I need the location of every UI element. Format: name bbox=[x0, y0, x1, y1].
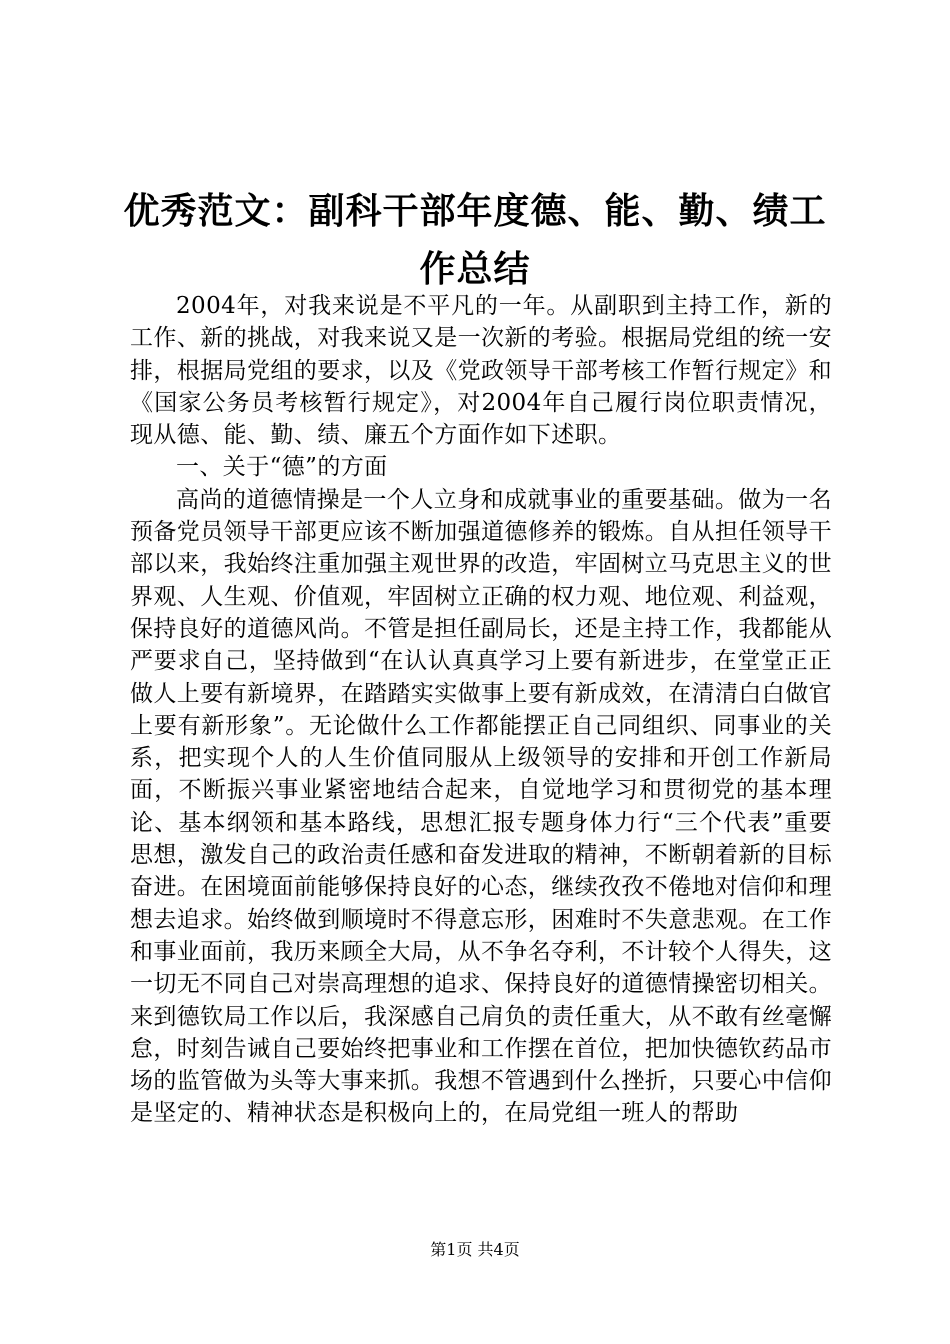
section-heading-de: 一、关于“德”的方面 bbox=[176, 454, 388, 481]
paragraph-de: 高尚的道德情操是一个人立身和成就事业的重要基础。做为一名预备党员领导干部更应该不断加强道德修养的锻炼。自从担任领导干部以来，我始终注重加强主观世界的改造，牢固树立马克思主义的世界观、人生观、价值观，牢固树立正确的权力观、地位观、利益观，保持良好的道德风尚。不管是担任副局长，还是主持工作，我都能从严要求自己，坚持做到“在认认真真学习上要有新进步，在堂堂正正做人上要有新境界，在踏踏实实做事上要有新成效，在清清白白做官上要有新形象”。无论做什么工作都能摆正自己同组织、同事业的关系，把实现个人的人生价值同服从上级领导的安排和开创工作新局面，不断振兴事业紧密地结合起来，自觉地学习和贯彻党的基本理论、基本纲领和基本路线，思想汇报专题身体力行“三个代表”重要思想，激发自己的政治责任感和奋发进取的精神，不断朝着新的目标奋进。在困境面前能够保持良好的心态，继续孜孜不倦地对信仰和理想去追求。始终做到顺境时不得意忘形，困难时不失意悲观。在工作和事业面前，我历来顾全大局，从不争名夺利，不计较个人得失，这一切无不同自己对崇高理想的追求、保持良好的道德情操密切相关。来到德钦局工作以后，我深感自己肩负的责任重大，从不敢有丝毫懈怠，时刻告诫自己要始终把事业和工作摆在首位，把加快德钦药品市场的监管做为头等大事来抓。我想不管遇到什么挫折，只要心中信仰是坚定的、精神状态是积极向上的，在局党组一班人的帮助 bbox=[130, 486, 832, 1127]
page-footer: 第1页 共4页 bbox=[430, 1240, 520, 1259]
paragraph-intro: 2004年，对我来说是不平凡的一年。从副职到主持工作，新的工作、新的挑战，对我来说又是一次新的考验。根据局党组的统一安排，根据局党组的要求，以及《党政领导干部考核工作暂行规定》和《国家公务员考核暂行规定》，对2004年自己履行岗位职责情况，现从德、能、勤、绩、廉五个方面作如下述职。 bbox=[130, 293, 832, 449]
document-body bbox=[130, 290, 832, 1130]
document-title: 优秀范文：副科干部年度德、能、勤、绩工作总结 bbox=[123, 190, 827, 290]
